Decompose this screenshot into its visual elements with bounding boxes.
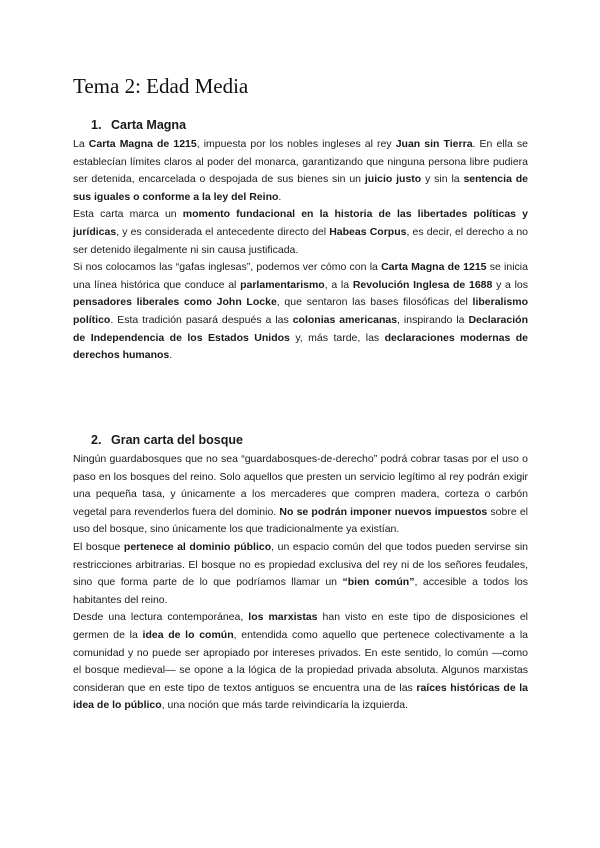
bold-text: parlamentarismo <box>240 278 325 291</box>
bold-text: No se podrán imponer nuevos impuestos <box>279 505 488 518</box>
text-run: . En ella se establecían límites claros al poder del monarca, garantizando que ninguna persona libre pudiera ser detenida, encarcelada o despojada de sus bienes sin un <box>73 138 528 186</box>
text-run: El bosque <box>73 540 124 553</box>
text-run: , es decir, el derecho a no ser detenido ilegalmente ni sin causa justificada. <box>73 225 528 256</box>
text-run: , inspirando la <box>397 313 469 326</box>
text-run: , a la <box>324 278 353 291</box>
text-run: . Esta tradición pasará después a las <box>110 313 293 326</box>
bold-text: Carta Magna de 1215 <box>88 138 197 150</box>
bold-text: los marxistas <box>248 611 318 624</box>
bold-text: raíces históricas de la idea de lo público <box>73 681 528 712</box>
paragraph <box>73 451 528 539</box>
section-carta-magna <box>73 117 528 365</box>
text-run: se inicia una línea histórica que conduce al <box>73 261 528 291</box>
text-run: Esta carta marca un <box>73 208 183 221</box>
paragraph <box>73 206 528 259</box>
text-run: , un espacio común del que todos pueden servirse sin restricciones arbitrarias. El bosque no es propiedad exclusiva del rey ni de los señores feudales, sino que forma parte de lo que podríamos llamar un <box>73 540 528 589</box>
text-run: han visto en este tipo de disposiciones el germen de la <box>73 611 528 641</box>
bold-text: idea de lo común <box>142 628 234 641</box>
section-gran-carta-del-bosque <box>73 432 528 715</box>
text-run: La <box>73 138 89 150</box>
paragraph <box>73 539 528 609</box>
bold-text: “bien común” <box>342 576 415 589</box>
text-run: y a los <box>492 278 529 291</box>
text-run: Si nos colocamos las “gafas inglesas”, podemos ver cómo con la <box>73 261 382 274</box>
text-run: y sin la <box>421 173 464 186</box>
bold-text: declaraciones modernas de derechos humanos <box>73 331 528 362</box>
text-run: . <box>169 349 173 362</box>
text-run: , entendida como aquello que pertenece colectivamente a la comunidad y no puede ser apropiado por intereses privados. En este sentido, lo común —como el bosque medieval— se opone a la lógica de la propiedad privada absoluta. Algunos marxistas consideran que en este tipo de textos antiguos se encuentra una de las <box>73 628 528 694</box>
section-heading-text: Gran carta del bosque <box>111 433 243 447</box>
bold-text: Habeas Corpus <box>329 225 407 238</box>
page-title: Tema 2: Edad Media <box>73 74 249 98</box>
text-run: . <box>278 190 282 203</box>
bold-text: Revolución Inglesa de 1688 <box>352 278 493 291</box>
text-run: , y es considerada el antecedente directo del <box>116 225 330 238</box>
paragraph <box>73 609 528 715</box>
paragraph <box>73 136 528 206</box>
section-number: 2. <box>91 433 102 447</box>
bold-text: Declaración de Independencia de los Estados Unidos <box>73 313 528 344</box>
text-run: y, más tarde, las <box>289 331 385 344</box>
section-heading-text: Carta Magna <box>111 118 187 132</box>
bold-text: sentencia de sus iguales o conforme a la ley del Reino <box>73 173 529 203</box>
text-run: , una noción que más tarde reivindicaría la izquierda. <box>161 699 408 712</box>
bold-text: Carta Magna de 1215 <box>381 261 487 274</box>
section-heading <box>73 117 528 134</box>
bold-text: juicio justo <box>364 173 422 186</box>
bold-text: colonias americanas <box>292 313 398 326</box>
text-run: , que sentaron las bases filosóficas del <box>276 296 473 309</box>
section-number: 1. <box>91 118 102 132</box>
text-run: Desde una lectura contemporánea, <box>73 611 249 624</box>
paragraph <box>73 259 528 365</box>
text-run: Ningún guardabosques que no sea “guardabosques-de-derecho” podrá cobrar tasas por el uso o paso en los bosques del reino. Solo aquellos que presten un servicio legítimo al rey podrán exigir una pequeña tasa, y únicamente a los mercaderes que compren madera, corteza o carbón vegetal para revenderlos fuera del dominio. <box>73 453 528 518</box>
bold-text: pertenece al dominio público <box>123 540 272 553</box>
bold-text: Juan sin Tierra <box>395 138 473 150</box>
text-run: , impuesta por los nobles ingleses al rey <box>196 138 396 150</box>
text-run: sobre el uso del bosque, sino únicamente los que tradicionalmente ya existían. <box>73 505 528 536</box>
section-heading <box>73 432 528 449</box>
text-run: , accesible a todos los habitantes del reino. <box>73 576 529 606</box>
bold-text: pensadores liberales como John Locke <box>73 296 277 309</box>
bold-text: liberalismo político <box>73 296 528 326</box>
bold-text: momento fundacional en la historia de las libertades políticas y jurídicas <box>73 208 529 238</box>
